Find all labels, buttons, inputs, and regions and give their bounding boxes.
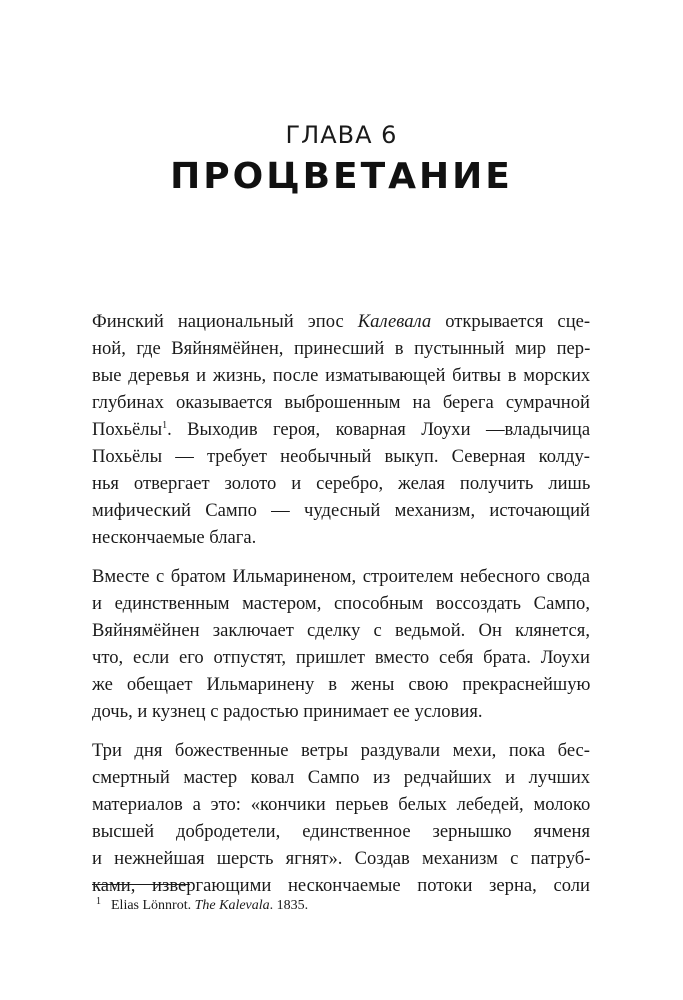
- text-line: нья отвергает золото и серебро, желая получить лишь: [92, 473, 591, 494]
- footnote-reference[interactable]: 1: [162, 420, 168, 431]
- epic-title: Калевала: [357, 311, 432, 332]
- chapter-title: ПРОЦВЕТАНИЕ: [170, 156, 513, 197]
- text-line: Вместе с братом Ильмариненом, строителем небесного свода: [92, 566, 590, 587]
- footnote-number: 1: [96, 896, 101, 907]
- paragraph: [92, 737, 590, 899]
- text-line: Похьёлы — требует необычный выкуп. Северная колду-: [92, 446, 590, 467]
- text-line: Вяйнямёйнен заключает сделку с ведьмой. Он клянется,: [92, 620, 590, 641]
- text-line: Похьёлы$^1$. Выходив героя, коварная Лоухи —владычица: [92, 419, 591, 440]
- text-line: что, если его отпустят, пришлет вместо себя брата. Лоухи: [92, 647, 590, 668]
- chapter-body: [92, 308, 590, 911]
- text-line: смертный мастер ковал Сампо из редчайших и лучших: [92, 767, 591, 788]
- text-line: ками, извергающими нескончаемые потоки зерна, соли: [92, 875, 590, 896]
- chapter-number: ГЛАВА 6: [285, 121, 398, 149]
- text-line: и нежнейшая шерсть ягнят». Создав механизм с патруб-: [92, 848, 591, 869]
- text-line: же обещает Ильмаринену в жены свою прекраснейшую: [92, 674, 591, 695]
- text-line: вые деревья и жизнь, после изматывающей битвы в морских: [92, 365, 591, 386]
- text-line: материалов а это: «кончики перьев белых лебедей, молоко: [92, 794, 591, 815]
- footnote: [96, 896, 590, 914]
- paragraph: [92, 563, 590, 725]
- footnote-author: Elias Lönnrot.: [111, 898, 195, 913]
- text-line: нескончаемые блага.: [92, 527, 257, 548]
- text-line: высшей добродетели, единственное зернышко ячменя: [92, 821, 590, 842]
- text-line: ной, где Вяйнямёйнен, принесший в пустынный мир пер-: [92, 338, 591, 359]
- text-line: глубинах оказывается выброшенным на берега сумрачной: [92, 392, 590, 413]
- text-line: Финский национальный эпос Калевала открывается сце-: [92, 311, 591, 332]
- text-line: и единственным мастером, способным воссоздать Сампо,: [92, 593, 590, 614]
- text-line: дочь, и кузнец с радостью принимает ее условия.: [92, 701, 483, 722]
- text-line: мифический Сампо — чудесный механизм, источающий: [92, 500, 590, 521]
- footnote-work-title: The Kalevala: [194, 898, 270, 913]
- text-line: Три дня божественные ветры раздували мехи, пока бес-: [92, 740, 590, 761]
- footnote-year: . 1835.: [269, 898, 309, 913]
- paragraph: [92, 308, 590, 551]
- footnote-divider: [92, 884, 190, 885]
